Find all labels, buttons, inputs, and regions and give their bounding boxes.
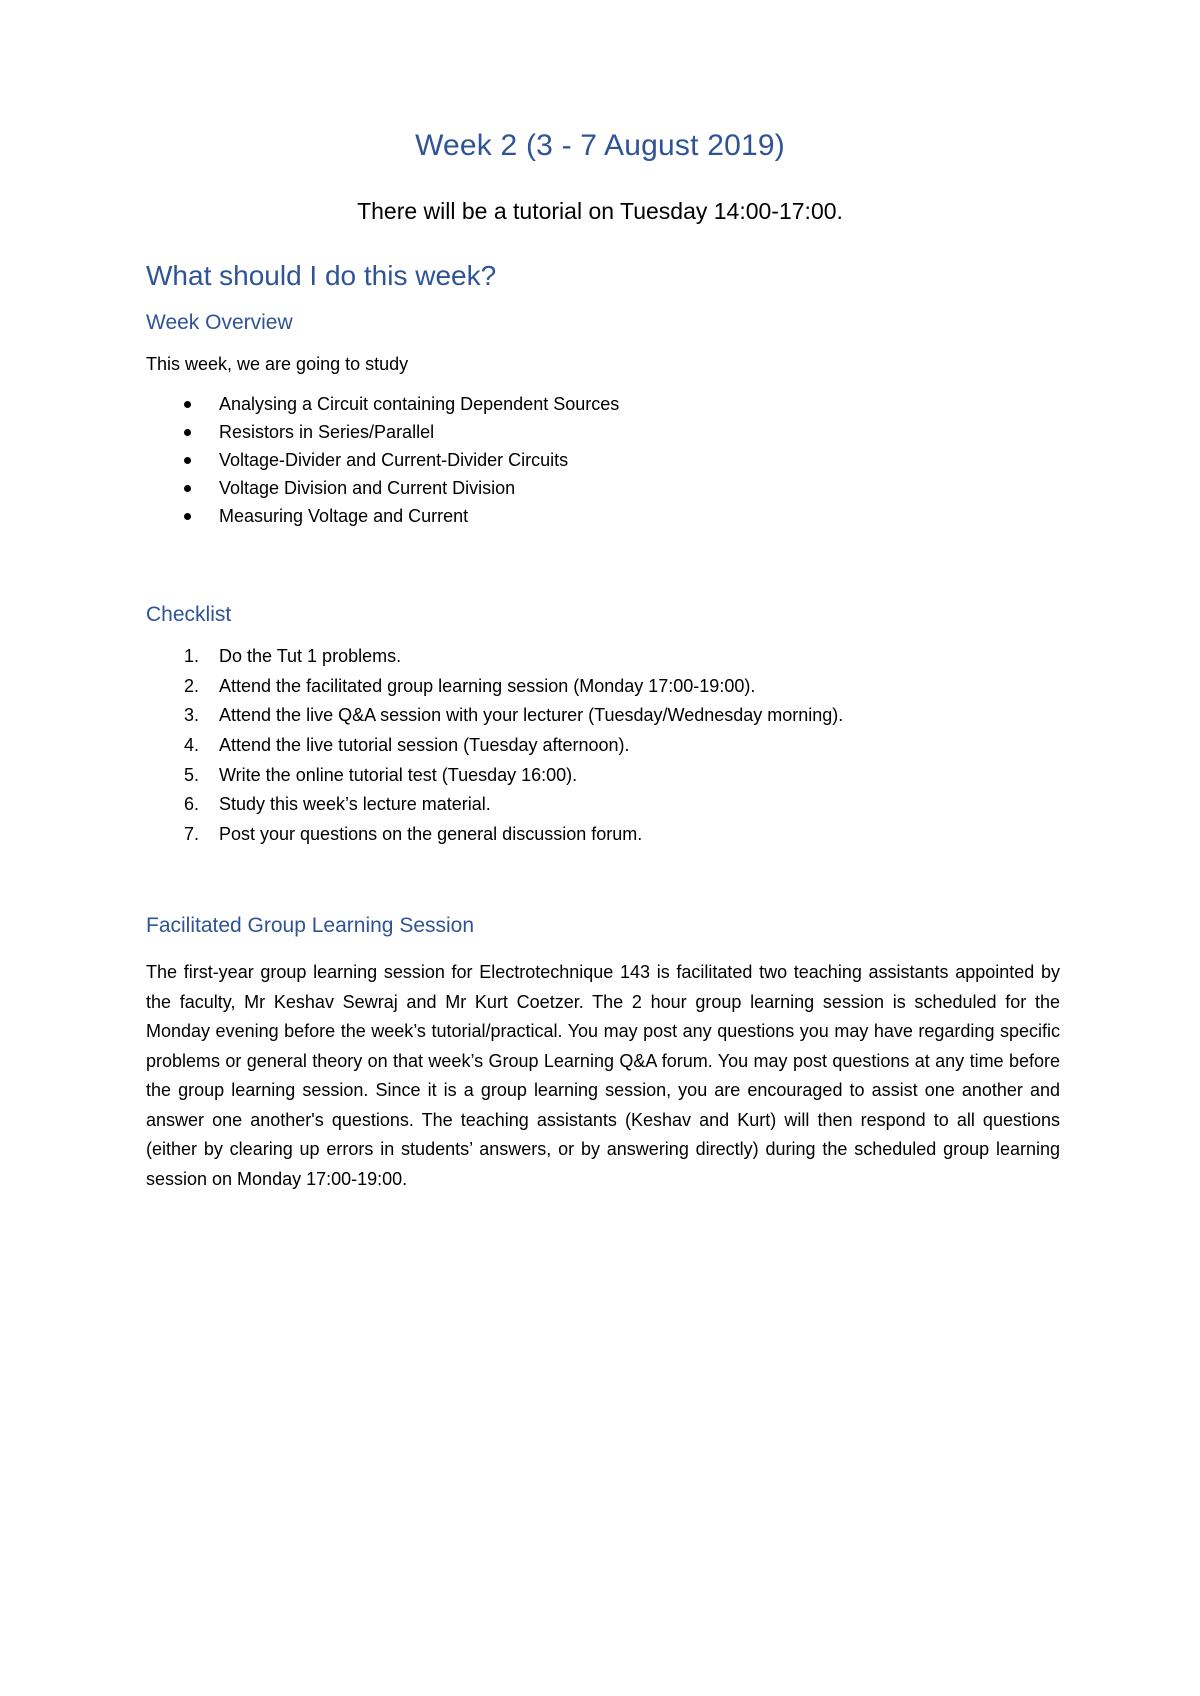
list-item: Voltage Division and Current Division	[146, 476, 619, 504]
checklist-item: 4. Attend the live tutorial session (Tuesday afternoon).	[184, 735, 630, 756]
checklist-item: 2. Attend the facilitated group learning session (Monday 17:00-19:00).	[184, 675, 756, 696]
list-item: Resistors in Series/Parallel	[146, 420, 619, 448]
checklist-item: 3. Attend the live Q&A session with your lecturer (Tuesday/Wednesday morning).	[184, 705, 844, 726]
bullet-icon	[184, 429, 191, 436]
checklist-heading: Checklist	[146, 603, 232, 626]
page-title: Week 2 (3 - 7 August 2019)	[415, 129, 785, 162]
list-item: Voltage-Divider and Current-Divider Circuits	[146, 448, 619, 476]
checklist-item: 6. Study this week’s lecture material.	[184, 794, 491, 815]
week-overview-heading: Week Overview	[146, 311, 293, 334]
overview-intro: This week, we are going to study	[146, 354, 409, 374]
tutorial-notice: There will be a tutorial on Tuesday 14:00-17:00.	[357, 198, 843, 224]
section-heading-what-to-do: What should I do this week?	[146, 260, 497, 291]
bullet-icon	[184, 485, 191, 492]
checklist-item: 5. Write the online tutorial test (Tuesday 16:00).	[184, 764, 578, 785]
facilitated-session-heading: Facilitated Group Learning Session	[146, 914, 475, 937]
bullet-icon	[184, 401, 191, 408]
checklist-item: 1. Do the Tut 1 problems.	[184, 646, 402, 666]
bullet-icon	[184, 457, 191, 464]
checklist-item: 7. Post your questions on the general discussion forum.	[184, 824, 643, 845]
list-item: Analysing a Circuit containing Dependent Sources	[146, 392, 619, 420]
topics-list	[146, 392, 619, 532]
checklist	[146, 644, 843, 852]
facilitated-session-paragraph: The first-year group learning session for Electrotechnique 143 is facilitated two teaching assistants appointed by the faculty, Mr Keshav Sewraj and Mr Kurt Coetzer. The 2 hour group learning session is scheduled for the Monday evening before the week’s tutorial/practical. You may post any questions you may have regarding specific problems or general theory on that week’s Group Learning Q&A forum. You may post questions at any time before the group learning session. Since it is a group learning session, you are encouraged to assist one another and answer one another's questions. The teaching assistants (Keshav and Kurt) will then respond to all questions (either by clearing up errors in students’ answers, or by answering directly) during the scheduled group learning session on Monday 17:00-19:00.	[146, 962, 1060, 1189]
list-item: Measuring Voltage and Current	[146, 504, 619, 532]
bullet-icon	[184, 513, 191, 520]
